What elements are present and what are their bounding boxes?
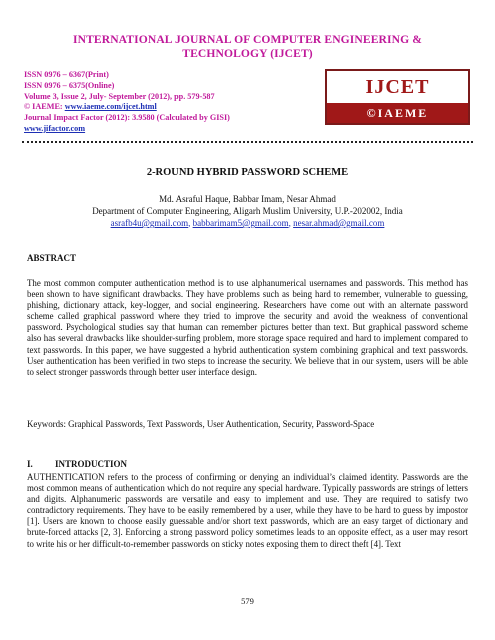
journal-meta [24,70,230,135]
email-link[interactable]: nesar.ahmad@gmail.com [293,218,385,228]
author-emails: asrafb4u@gmail.com, babbarimam5@gmail.com, nesar.ahmad@gmail.com [110,218,385,228]
ijcet-logo [325,69,470,125]
section-title: INTRODUCTION [55,459,128,469]
email-link[interactable]: asrafb4u@gmail.com [110,218,189,228]
abstract-heading: ABSTRACT [27,253,77,263]
logo-top-text: IJCET [327,71,468,103]
page-number: 579 [241,596,254,606]
copyright-line [24,102,230,113]
issn-print: ISSN 0976 – 6367(Print) [24,70,109,79]
paper-title: 2-ROUND HYBRID PASSWORD SCHEME [146,167,349,178]
affiliation: Department of Computer Engineering, Aligarh Muslim University, U.P.-202002, India [92,206,403,216]
email-link[interactable]: babbarimam5@gmail.com [192,218,289,228]
journal-title-line2: TECHNOLOGY (IJCET) [182,47,313,60]
author-names: Md. Asraful Haque, Babbar Imam, Nesar Ahmad [159,194,336,204]
introduction-text: AUTHENTICATION refers to the process of confirming or denying an individual’s claimed identity. Passwords are the most common means of authentication which do not require any special hardware. Typically passwords are strings of letters and digits. Alphanumeric passwords are versatile and easy to implement and use. They are required to satisfy two contradictory requirements. They have to be easily remembered by a user, while they have to be hard to guess by impostor [1]. Users are known to choose easily guessable and/or short text passwords, which are an easy target of dictionary and brute-forced attacks [2, 3]. Enforcing a strong password policy sometimes leads to an opposite effect, as a user may resort to write his or her difficult-to-remember passwords on sticky notes exposing them to direct theft [4]. Text [27,472,468,549]
abstract-text: The most common computer authentication method is to use alphanumerical usernames and passwords. This method has been shown to have significant drawbacks. They have problems such as being hard to remember, vulnerable to guessing, phishing, dictionary attack, key-logger, and social engineering. Researchers have come out with an alternate password scheme called graphical password where they tried to improve the security and avoid the weakness of conventional password. Psychological studies say that human can remember pictures better than text. But graphical password scheme also has several drawbacks like shoulder-surfing problem, more storage space required and hard to implement compared to text passwords. In this paper, we have suggested a hybrid authentication system combining graphical and text passwords. User authentication has been verified in two steps to increase the security. We believe that in our system, users will be able to select stronger passwords through better user interface design. [27,278,468,377]
website-link[interactable]: www.iaeme.com/ijcet.html [64,102,157,112]
dotted-divider [22,141,473,143]
author-block [0,193,495,229]
journal-title-line1: INTERNATIONAL JOURNAL OF COMPUTER ENGINEERING & [72,33,422,46]
logo-bottom-text: ©IAEME [327,103,468,123]
volume-info: Volume 3, Issue 2, July- September (2012), pp. 579-587 [24,91,215,101]
introduction-heading [27,459,127,469]
impact-factor: Journal Impact Factor (2012): 3.9580 (Calculated by GISI) [24,113,230,123]
copyright-prefix: © IAEME: [24,102,65,112]
issn-online: ISSN 0976 – 6375(Online) [24,80,115,90]
jifactor-link[interactable]: www.jifactor.com [24,123,86,133]
keywords: Keywords: Graphical Passwords, Text Passwords, User Authentication, Security, Password-Space [27,419,375,429]
journal-title [40,33,455,61]
section-number: I. [27,459,33,469]
